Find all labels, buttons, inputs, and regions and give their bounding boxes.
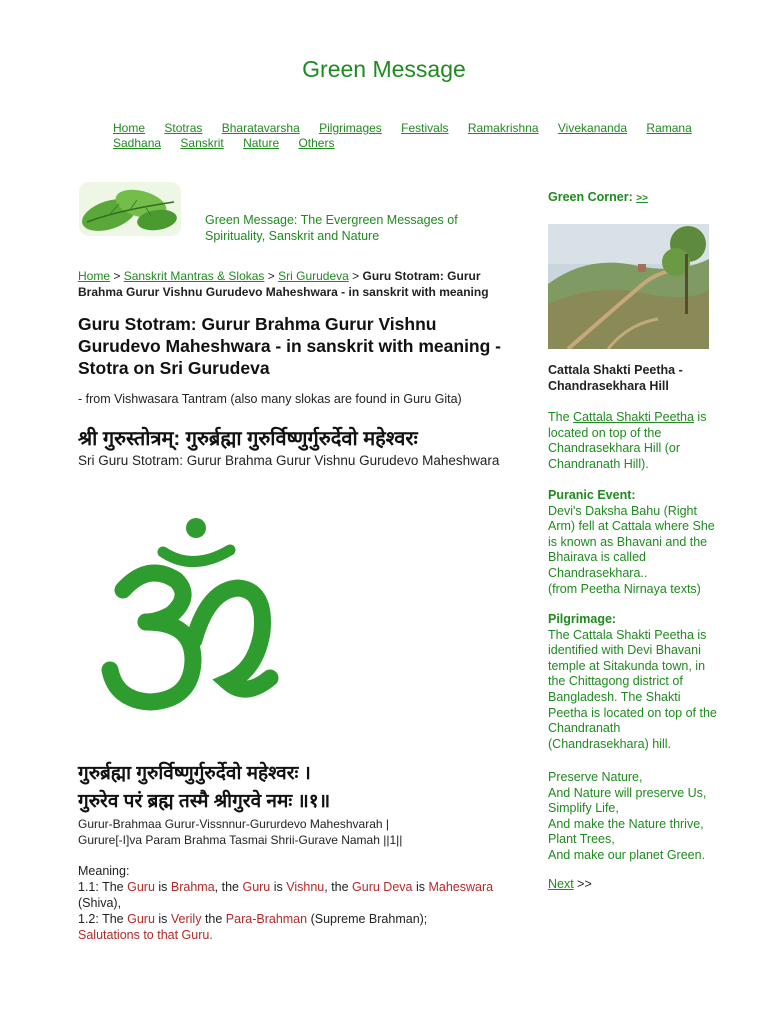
nav-sanskrit[interactable]: Sanskrit	[180, 136, 224, 150]
verse-meaning	[78, 863, 518, 943]
site-tagline: Green Message: The Evergreen Messages of Spirituality, Sanskrit and Nature	[205, 213, 458, 243]
breadcrumb-separator: >	[348, 269, 363, 283]
nav-ramakrishna[interactable]: Ramakrishna	[467, 121, 539, 135]
meaning-text: is	[154, 912, 171, 926]
verse-line-2: गुरुरेव परं ब्रह्म तस्मै श्रीगुरवे नमः ॥१॥	[78, 791, 331, 812]
puranic-event	[548, 488, 718, 597]
pilgrimage-text: The Cattala Shakti Peetha is identified with Devi Bhavani temple at Sitakunda town, in the Chittagong district of Bangladesh. The Shakti Peetha is located on top of the Chandranath (Chandrasekhara) hill.	[548, 627, 717, 751]
desc-text: The	[548, 410, 574, 424]
highlight-word: Verily	[170, 912, 202, 926]
highlight-word: Guru	[127, 912, 155, 926]
cattala-shakti-peetha-link[interactable]: Cattala Shakti Peetha	[573, 410, 694, 424]
preserve-nature-message	[548, 770, 718, 864]
puranic-event-text: Devi's Daksha Bahu (Right Arm) fell at Cattala where She is known as Bhavani and the Bhairava is called Chandrasekhara..	[548, 503, 715, 580]
highlight-word: Guru	[242, 880, 271, 894]
meaning-text: is	[154, 880, 171, 894]
sanskrit-heading: श्री गुरुस्तोत्रम्: गुरुर्ब्रह्मा गुरुर्विष्णुर्गुरुर्देवो महेश्वरः	[78, 428, 418, 450]
preserve-line: Preserve Nature,	[548, 770, 643, 784]
meaning-text: 1.2: The	[78, 912, 128, 926]
hill-photo	[548, 224, 709, 349]
meaning-text: 1.1: The	[78, 880, 128, 894]
breadcrumb-home[interactable]: Home	[78, 269, 111, 283]
breadcrumb-separator: >	[264, 269, 279, 283]
next-navigation	[548, 877, 718, 893]
highlight-word: Guru Deva	[352, 880, 413, 894]
preserve-line: Plant Trees,	[548, 832, 615, 847]
preserve-line: And make the Nature thrive,	[548, 816, 704, 831]
green-corner-heading	[548, 190, 718, 207]
puranic-event-label: Puranic Event:	[548, 488, 636, 502]
site-title: Green Message	[302, 56, 466, 82]
shakti-peetha-description	[548, 410, 718, 472]
nav-festivals[interactable]: Festivals	[401, 121, 449, 135]
puranic-event-source: (from Peetha Nirnaya texts)	[548, 581, 701, 596]
om-symbol-image	[88, 510, 298, 730]
breadcrumb-sri-gurudeva[interactable]: Sri Gurudeva	[278, 269, 349, 283]
verse-translit-line-2: Gurure[-I]va Param Brahma Tasmai Shrii-Gurave Namah ||1||	[78, 833, 403, 847]
nav-pilgrimages[interactable]: Pilgrimages	[319, 121, 382, 135]
highlight-word: Guru	[127, 880, 155, 894]
pilgrimage-info	[548, 612, 718, 752]
meaning-text: the	[201, 912, 226, 926]
meaning-text: , the	[214, 880, 243, 894]
meaning-text: is	[412, 880, 429, 894]
meaning-text: (Supreme Brahman);	[307, 912, 428, 926]
nav-ramana[interactable]: Ramana	[646, 121, 692, 135]
hill-image-caption: Cattala Shakti Peetha - Chandrasekhara Hill	[548, 363, 683, 393]
verse-translit-line-1: Gurur-Brahmaa Gurur-Vissnnur-Gururdevo Maheshvarah |	[78, 817, 390, 831]
meaning-line-1	[78, 879, 518, 911]
meaning-text: , the	[324, 880, 353, 894]
highlight-word: Brahma	[170, 880, 215, 894]
nav-home[interactable]: Home	[113, 121, 146, 135]
desc-text: is located on top of the Chandrasekhara Hill (or Chandranath Hill).	[548, 410, 707, 471]
meaning-text: .	[209, 928, 213, 942]
page-title: Guru Stotram: Gurur Brahma Gurur Vishnu Gurudevo Maheshwara - in sanskrit with meaning - Stotra on Sri Gurudeva	[78, 314, 501, 378]
sanskrit-heading-transliteration: Sri Guru Stotram: Gurur Brahma Gurur Vishnu Gurudevo Maheshwara	[78, 453, 500, 468]
breadcrumb-separator: >	[110, 269, 124, 283]
nav-nature[interactable]: Nature	[243, 136, 280, 150]
green-corner-more-link[interactable]: >>	[636, 193, 648, 204]
next-arrow: >>	[573, 877, 592, 891]
meaning-text: (Shiva),	[78, 896, 122, 910]
preserve-line: Simplify Life,	[548, 801, 619, 816]
main-nav	[113, 121, 713, 151]
sanskrit-verse	[78, 760, 508, 816]
nav-sadhana[interactable]: Sadhana	[113, 136, 162, 150]
nav-stotras[interactable]: Stotras	[164, 121, 203, 135]
highlight-word: Para-Brahman	[225, 912, 308, 926]
meaning-text: is	[270, 880, 287, 894]
green-corner-label: Green Corner:	[548, 190, 633, 204]
verse-transliteration	[78, 816, 508, 848]
pilgrimage-label: Pilgrimage:	[548, 612, 617, 626]
highlight-word: Maheswara	[428, 880, 494, 894]
nav-vivekananda[interactable]: Vivekananda	[557, 121, 628, 135]
nav-others[interactable]: Others	[298, 136, 335, 150]
meaning-line-2	[78, 911, 518, 943]
highlight-word: Salutations to that Guru	[78, 928, 210, 942]
breadcrumb	[78, 268, 508, 300]
next-link[interactable]: Next	[548, 877, 574, 891]
nav-bharatavarsha[interactable]: Bharatavarsha	[221, 121, 300, 135]
highlight-word: Vishnu	[286, 880, 325, 894]
breadcrumb-sanskrit-mantras[interactable]: Sanskrit Mantras & Slokas	[123, 269, 265, 283]
leaf-image	[79, 182, 181, 236]
preserve-line: And Nature will preserve Us,	[548, 785, 707, 800]
preserve-line: And make our planet Green.	[548, 847, 706, 862]
meaning-label: Meaning:	[78, 864, 130, 878]
verse-line-1: गुरुर्ब्रह्मा गुरुर्विष्णुर्गुरुर्देवो महेश्वरः ।	[78, 763, 311, 784]
breadcrumb-current: Guru Stotram: Gurur Brahma Gurur Vishnu Gurudevo Maheshwara - in sanskrit with meaning	[78, 269, 489, 299]
source-note: - from Vishwasara Tantram (also many slokas are found in Guru Gita)	[78, 392, 462, 406]
